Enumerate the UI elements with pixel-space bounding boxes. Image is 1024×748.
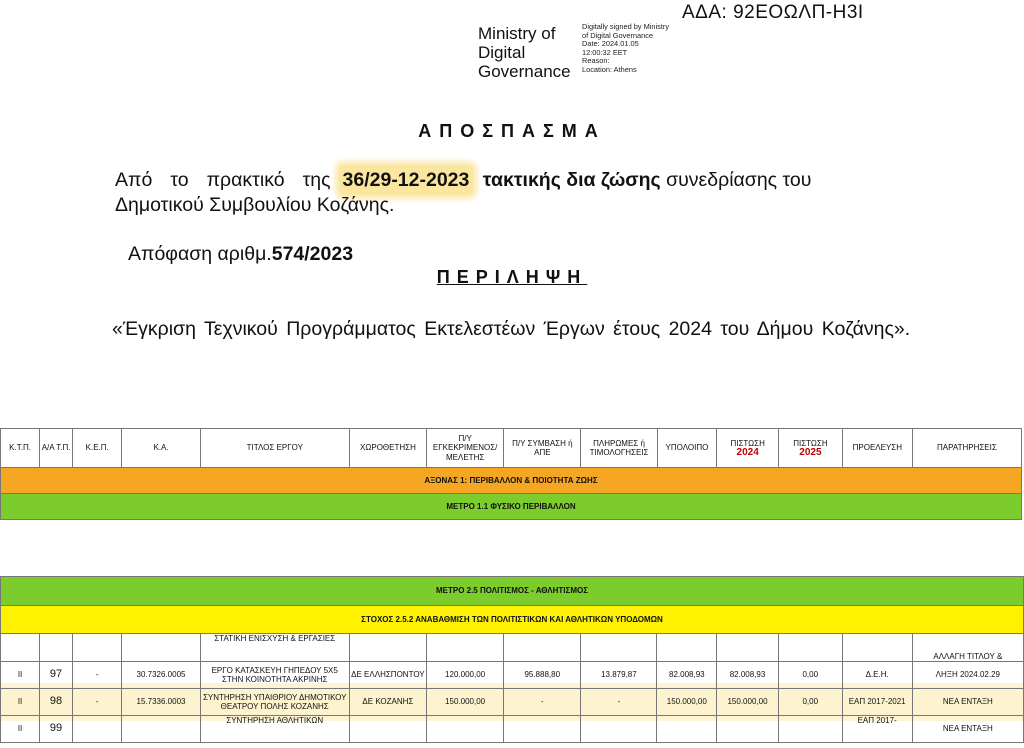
col-header: Π/Υ ΣΥΜΒΑΣΗ ή ΑΠΕ bbox=[504, 429, 581, 468]
decision-number: 574/2023 bbox=[271, 243, 354, 265]
table-cell: ΣΥΝΤΗΡΗΣΗ ΥΠΑΙΘΡΙΟΥ ΔΗΜΟΤΙΚΟΥ ΘΕΑΤΡΟΥ ΠΟΛΗΣ ΚΟΖΑΝΗΣ bbox=[200, 689, 349, 716]
intro-word: το bbox=[170, 169, 189, 191]
table-cell: ΣΤΑΤΙΚΗ ΕΝΙΣΧΥΣΗ & ΕΡΓΑΣΙΕΣ bbox=[200, 634, 349, 662]
credit-label: ΠΙΣΤΩΣΗ bbox=[793, 438, 828, 448]
table-cell bbox=[40, 634, 73, 662]
col-header: Π/Υ ΕΓΚΕΚΡΙΜΕΝΟΣ/ ΜΕΛΕΤΗΣ bbox=[427, 429, 504, 468]
table-cell: 82.008,93 bbox=[717, 662, 779, 689]
table-cell: 98 bbox=[40, 689, 73, 716]
col-header: ΠΛΗΡΩΜΕΣ ή ΤΙΜΟΛΟΓΗΣΕΙΣ bbox=[581, 429, 657, 468]
table-cell: 82.008,93 bbox=[657, 662, 717, 689]
signature-line: Date: 2024.01.05 bbox=[582, 39, 639, 49]
measure-row bbox=[1, 494, 1022, 520]
table-cell bbox=[778, 634, 842, 662]
intro-word: πρακτικό bbox=[206, 169, 285, 191]
table-cell bbox=[349, 716, 426, 743]
decision-number-line bbox=[128, 243, 353, 266]
table-cell: ΕΡΓΟ ΚΑΤΑΣΚΕΥΗ ΓΗΠΕΔΟΥ 5Χ5 ΣΤΗΝ ΚΟΙΝΟΤΗΤΑ ΑΚΡΙΝΗΣ bbox=[200, 662, 349, 689]
goal-row bbox=[1, 606, 1024, 634]
table-cell: 30.7326.0005 bbox=[122, 662, 200, 689]
table-cell: - bbox=[73, 689, 122, 716]
decision-label: Απόφαση αριθμ. bbox=[128, 243, 272, 265]
table-cell: Δ.Ε.Η. bbox=[842, 662, 912, 689]
ministry-logo-text bbox=[478, 24, 588, 81]
ministry-line: Ministry of bbox=[478, 24, 556, 43]
signature-line: of Digital Governance bbox=[582, 30, 654, 40]
table-cell: ΛΗΞΗ 2024.02.29 bbox=[912, 662, 1023, 689]
measure-label: ΜΕΤΡΟ 1.1 ΦΥΣΙΚΟ ΠΕΡΙΒΑΛΛΟΝ bbox=[1, 494, 1022, 520]
table-header-row bbox=[1, 429, 1022, 468]
goal-label: ΣΤΟΧΟΣ 2.5.2 ΑΝΑΒΑΘΜΙΣΗ ΤΩΝ ΠΟΛΙΤΙΣΤΙΚΩΝ ΚΑΙ ΑΘΛΗΤΙΚΩΝ ΥΠΟΔΟΜΩΝ bbox=[1, 606, 1024, 634]
measure-label: ΜΕΤΡΟ 2.5 ΠΟΛΙΤΙΣΜΟΣ - ΑΘΛΗΤΙΣΜΟΣ bbox=[1, 577, 1024, 606]
table-cell bbox=[122, 634, 200, 662]
table-cell bbox=[1, 634, 40, 662]
projects-table-header bbox=[0, 428, 1022, 520]
col-header: Α/Α Τ.Π. bbox=[40, 429, 73, 468]
table-cell bbox=[778, 716, 842, 743]
table-cell: ΑΛΛΑΓΗ ΤΙΤΛΟΥ & bbox=[912, 634, 1023, 662]
intro-word: Από bbox=[115, 169, 153, 191]
table-cell: - bbox=[73, 662, 122, 689]
table-cell: II bbox=[1, 716, 40, 743]
table-cell: ΕΑΠ 2017- bbox=[842, 716, 912, 743]
col-header: ΠΑΡΑΤΗΡΗΣΕΙΣ bbox=[912, 429, 1021, 468]
table-cell: II bbox=[1, 662, 40, 689]
table-cell: 97 bbox=[40, 662, 73, 689]
cropped-gap bbox=[0, 522, 1024, 576]
table-cell: 13.879,87 bbox=[581, 662, 657, 689]
table-cell bbox=[657, 634, 717, 662]
table-cell bbox=[349, 634, 426, 662]
table-cell: 0,00 bbox=[778, 662, 842, 689]
signature-line: Digitally signed by Ministry bbox=[582, 22, 670, 31]
table-cell bbox=[842, 634, 912, 662]
table-cell: 95.888,80 bbox=[504, 662, 581, 689]
col-header: ΥΠΟΛΟΙΠΟ bbox=[657, 429, 717, 468]
col-header-credit-2025 bbox=[779, 429, 843, 468]
summary-heading: ΠΕΡΙΛΗΨΗ bbox=[436, 267, 588, 287]
digital-signature bbox=[582, 23, 669, 75]
table-cell bbox=[73, 634, 122, 662]
signature-line: Reason: bbox=[582, 56, 610, 66]
table-cell bbox=[426, 716, 503, 743]
signature-line: 12:00:32 EET bbox=[582, 47, 628, 57]
table-cell bbox=[581, 634, 657, 662]
table-cell: 150.000,00 bbox=[426, 689, 503, 716]
col-header: Κ.Ε.Π. bbox=[73, 429, 122, 468]
measure-row bbox=[1, 577, 1024, 606]
axis-label: ΑΞΟΝΑΣ 1: ΠΕΡΙΒΑΛΛΟΝ & ΠΟΙΟΤΗΤΑ ΖΩΗΣ bbox=[1, 468, 1022, 494]
document-heading: ΑΠΟΣΠΑΣΜΑ bbox=[418, 121, 606, 141]
intro-line-2: Δημοτικού Συμβουλίου Κοζάνης. bbox=[115, 194, 395, 216]
table-row bbox=[1, 662, 1024, 689]
table-cell bbox=[73, 716, 122, 743]
table-cell: 120.000,00 bbox=[426, 662, 503, 689]
table-cell: ΔΕ ΚΟΖΑΝΗΣ bbox=[349, 689, 426, 716]
ministry-line: Digital bbox=[478, 43, 526, 62]
table-cell bbox=[717, 634, 779, 662]
col-header: ΤΙΤΛΟΣ ΕΡΓΟΥ bbox=[200, 429, 349, 468]
table-cell: ΝΕΑ ΕΝΤΑΞΗ bbox=[912, 716, 1023, 743]
table-cell: 0,00 bbox=[778, 689, 842, 716]
table-row-highlighted bbox=[1, 689, 1024, 716]
summary-text: «Έγκριση Τεχνικού Προγράμματος Εκτελεστέων Έργων έτους 2024 του Δήμου Κοζάνης». bbox=[112, 318, 911, 340]
table-cell bbox=[122, 716, 200, 743]
table-cell bbox=[426, 634, 503, 662]
credit-label: ΠΙΣΤΩΣΗ bbox=[730, 438, 765, 448]
table-cell: ΔΕ ΕΛΛΗΣΠΟΝΤΟΥ bbox=[349, 662, 426, 689]
table-cell bbox=[504, 716, 581, 743]
table-cell bbox=[581, 716, 657, 743]
credit-year: 2025 bbox=[799, 447, 822, 458]
table-cell: II bbox=[1, 689, 40, 716]
table-cell bbox=[504, 634, 581, 662]
col-header: ΠΡΟΕΛΕΥΣΗ bbox=[842, 429, 912, 468]
axis-row bbox=[1, 468, 1022, 494]
col-header: Κ.Α. bbox=[122, 429, 200, 468]
intro-paragraph bbox=[115, 168, 913, 218]
table-row-partial bbox=[1, 716, 1024, 743]
table-cell: 150.000,00 bbox=[717, 689, 779, 716]
projects-table-body bbox=[0, 576, 1024, 743]
table-cell: 99 bbox=[40, 716, 73, 743]
intro-word: συνεδρίασης του bbox=[666, 169, 812, 191]
table-cell: 150.000,00 bbox=[657, 689, 717, 716]
col-header: ΧΩΡΟΘΕΤΗΣΗ bbox=[349, 429, 426, 468]
table-row-partial bbox=[1, 634, 1024, 662]
table-cell: 15.7336.0003 bbox=[122, 689, 200, 716]
ministry-line: Governance bbox=[478, 62, 571, 81]
session-number-highlight: 36/29-12-2023 bbox=[339, 165, 474, 195]
table-cell bbox=[717, 716, 779, 743]
table-cell: - bbox=[581, 689, 657, 716]
table-cell bbox=[657, 716, 717, 743]
col-header-credit-2024 bbox=[717, 429, 779, 468]
col-header: Κ.Τ.Π. bbox=[1, 429, 40, 468]
intro-word: της bbox=[302, 169, 331, 191]
ada-code: ΑΔΑ: 92ΕΟΩΛΠ-Η3Ι bbox=[682, 2, 864, 23]
table-cell: - bbox=[504, 689, 581, 716]
session-type: τακτικής δια ζώσης bbox=[482, 169, 661, 191]
table-cell: ΕΑΠ 2017-2021 bbox=[842, 689, 912, 716]
table-cell: ΣΥΝΤΗΡΗΣΗ ΑΘΛΗΤΙΚΩΝ bbox=[200, 716, 349, 743]
credit-year: 2024 bbox=[736, 447, 759, 458]
signature-line: Location: Athens bbox=[582, 64, 637, 74]
table-cell: ΝΕΑ ΕΝΤΑΞΗ bbox=[912, 689, 1023, 716]
